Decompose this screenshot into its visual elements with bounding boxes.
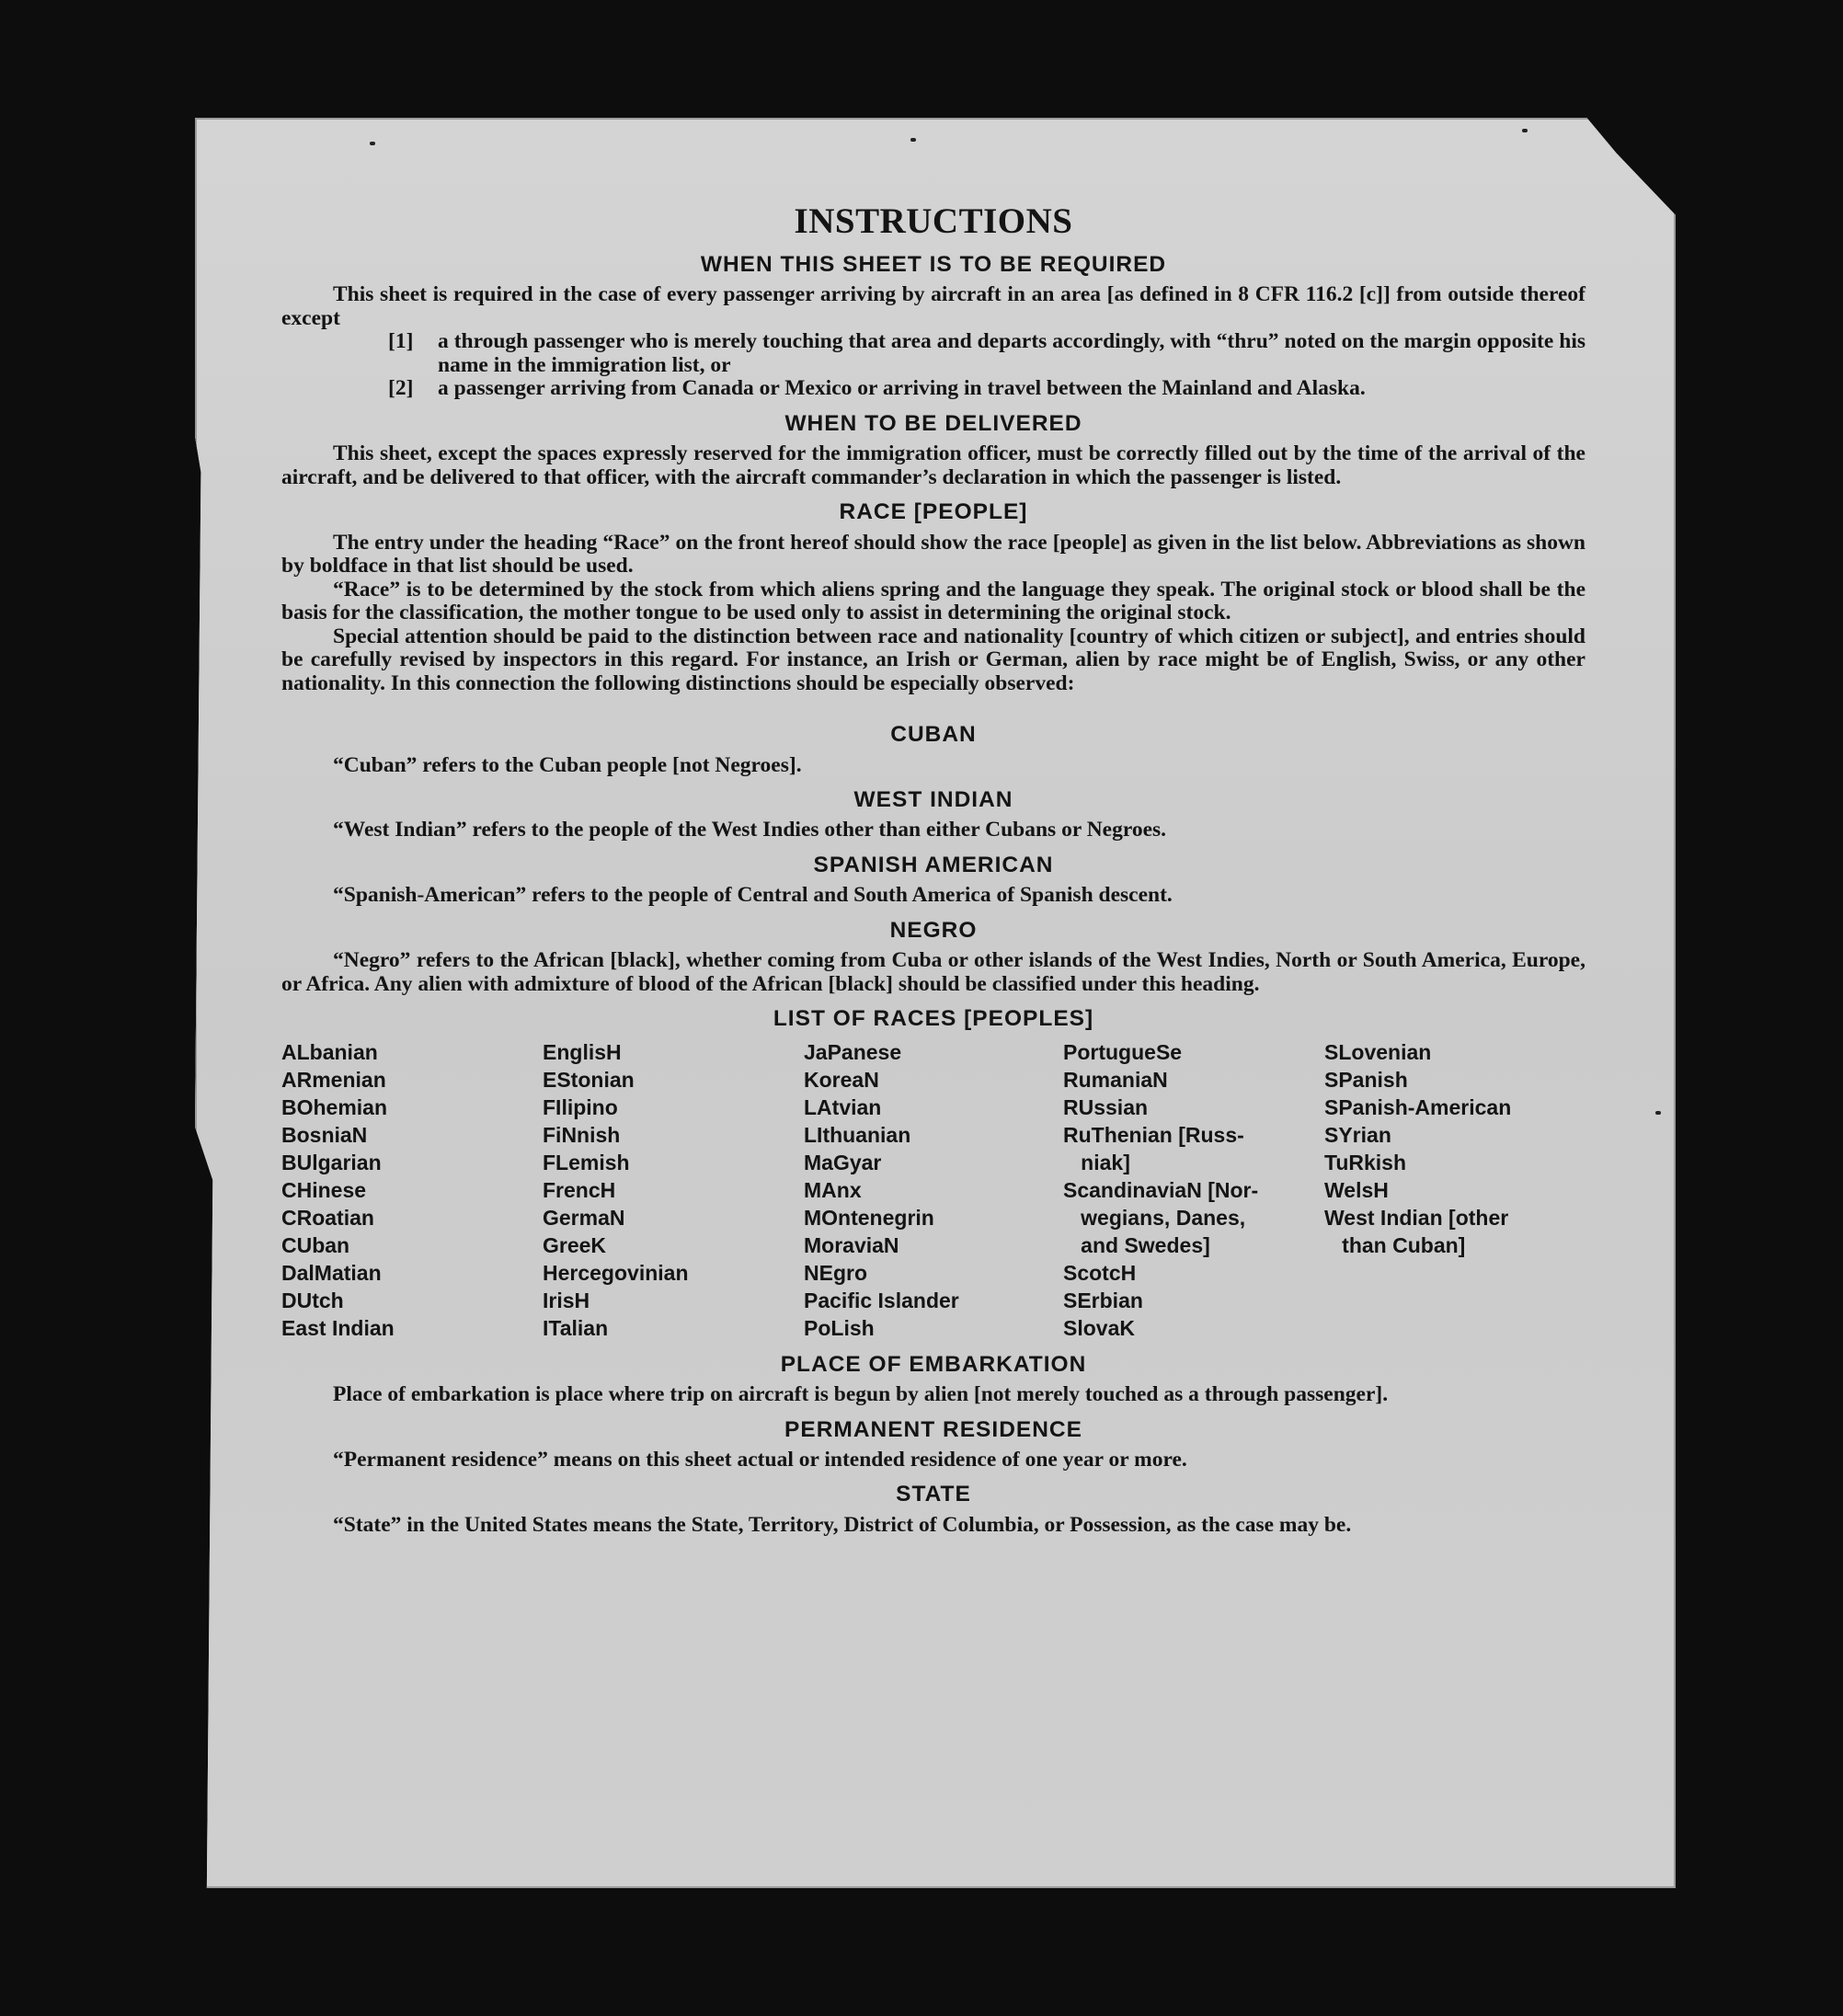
races-column bbox=[1324, 1038, 1585, 1342]
race-entry: BOhemian bbox=[281, 1094, 388, 1119]
race-entry: wegians, Danes, bbox=[1063, 1205, 1246, 1230]
section-heading: PERMANENT RESIDENCE bbox=[784, 1416, 1082, 1442]
race-entry: ALbanian bbox=[281, 1039, 378, 1064]
paragraph: “West Indian” refers to the people of the West Indies other than either Cubans or Negroes. bbox=[333, 818, 1167, 842]
race-entry: NEgro bbox=[804, 1260, 867, 1285]
section-heading: LIST OF RACES [PEOPLES] bbox=[773, 1006, 1094, 1032]
race-entry: than Cuban] bbox=[1324, 1232, 1466, 1257]
instructions-page bbox=[281, 200, 1585, 1537]
race-entry: FIlipino bbox=[543, 1094, 618, 1119]
section-heading: WHEN TO BE DELIVERED bbox=[784, 410, 1082, 436]
race-entry: PoLish bbox=[804, 1315, 875, 1340]
section-heading: WHEN THIS SHEET IS TO BE REQUIRED bbox=[700, 252, 1167, 277]
race-entry: ScotcH bbox=[1063, 1260, 1137, 1285]
paragraph: This sheet is required in the case of every passenger arriving by aircraft in an area [as defined in 8 CFR 116.2 [c]] from outside thereof except bbox=[281, 282, 1585, 330]
races-table bbox=[281, 1038, 1585, 1342]
paragraph: “Race” is to be determined by the stock from which aliens spring and the language they speak. The original stock or blood shall be the basis for the classification, the mother tongue to be used only to assist in determining the original stock. bbox=[281, 577, 1585, 625]
race-entry: LIthuanian bbox=[804, 1122, 911, 1147]
paragraph: “Permanent residence” means on this sheet actual or intended residence of one year or more. bbox=[333, 1447, 1187, 1472]
section-heading: WEST INDIAN bbox=[853, 787, 1013, 813]
race-entry: CUban bbox=[281, 1232, 350, 1257]
race-entry: DalMatian bbox=[281, 1260, 382, 1285]
section-required bbox=[281, 251, 1585, 401]
race-entry: SErbian bbox=[1063, 1288, 1143, 1312]
race-entry: CRoatian bbox=[281, 1205, 374, 1230]
race-entry: niak] bbox=[1063, 1150, 1130, 1174]
section-race bbox=[281, 498, 1585, 695]
race-entry: GreeK bbox=[543, 1232, 607, 1257]
race-entry: RuThenian [Russ- bbox=[1063, 1122, 1244, 1147]
section-heading: SPANISH AMERICAN bbox=[813, 852, 1054, 877]
paragraph: The entry under the heading “Race” on the front hereof should show the race [people] as given in the list below. Abbreviations as shown by boldface in that list should be used. bbox=[281, 530, 1585, 578]
speck bbox=[1655, 1111, 1661, 1115]
paragraph: Place of embarkation is place where trip on aircraft is begun by alien [not merely touched as a through passenger]. bbox=[333, 1382, 1389, 1407]
race-entry: KoreaN bbox=[804, 1067, 879, 1092]
section-races-list bbox=[281, 1005, 1585, 1341]
section-delivered bbox=[281, 410, 1585, 489]
speck bbox=[1522, 129, 1528, 132]
race-entry: ScandinaviaN [Nor- bbox=[1063, 1177, 1259, 1202]
paragraph: “Spanish-American” refers to the people of Central and South America of Spanish descent. bbox=[333, 883, 1173, 908]
item-number: [2] bbox=[388, 376, 414, 401]
race-entry: TuRkish bbox=[1324, 1150, 1407, 1174]
race-entry: SYrian bbox=[1324, 1122, 1391, 1147]
race-entry: FiNnish bbox=[543, 1122, 621, 1147]
race-entry: FrencH bbox=[543, 1177, 616, 1202]
section-negro bbox=[281, 917, 1585, 996]
race-entry: RumaniaN bbox=[1063, 1067, 1168, 1092]
exception-list bbox=[388, 330, 1585, 401]
race-entry: BosniaN bbox=[281, 1122, 368, 1147]
race-entry: LAtvian bbox=[804, 1094, 882, 1119]
item-number: [1] bbox=[388, 329, 414, 354]
section-heading: NEGRO bbox=[889, 917, 978, 943]
race-entry: EStonian bbox=[543, 1067, 635, 1092]
item-text: a through passenger who is merely touching that area and departs accordingly, with “thru” noted on the margin opposite his name in the immigration list, or bbox=[438, 329, 1585, 377]
races-column bbox=[281, 1038, 543, 1342]
race-entry: MoraviaN bbox=[804, 1232, 899, 1257]
race-entry: Pacific Islander bbox=[804, 1288, 959, 1312]
races-column bbox=[1063, 1038, 1324, 1342]
section-heading: STATE bbox=[896, 1482, 971, 1507]
list-item bbox=[388, 330, 1585, 377]
race-entry: IrisH bbox=[543, 1288, 590, 1312]
race-entry: WelsH bbox=[1324, 1177, 1389, 1202]
race-entry: GermaN bbox=[543, 1205, 625, 1230]
speck bbox=[370, 142, 375, 145]
section-state bbox=[281, 1481, 1585, 1537]
race-entry: ITalian bbox=[543, 1315, 609, 1340]
race-entry: BUlgarian bbox=[281, 1150, 382, 1174]
race-entry: MOntenegrin bbox=[804, 1205, 934, 1230]
item-text: a passenger arriving from Canada or Mexico or arriving in travel between the Mainland and Alaska. bbox=[438, 376, 1366, 401]
race-entry: SLovenian bbox=[1324, 1039, 1432, 1064]
section-heading: PLACE OF EMBARKATION bbox=[780, 1351, 1087, 1377]
race-entry: SPanish bbox=[1324, 1067, 1408, 1092]
section-heading: RACE [PEOPLE] bbox=[839, 499, 1028, 525]
section-residence bbox=[281, 1416, 1585, 1472]
race-entry: FLemish bbox=[543, 1150, 630, 1174]
race-entry: EnglisH bbox=[543, 1039, 622, 1064]
race-entry: PortugueSe bbox=[1063, 1039, 1183, 1064]
paragraph: “Negro” refers to the African [black], whether coming from Cuba or other islands of the West Indies, North or South America, Europe, or Africa. Any alien with admixture of blood of the African [black] should be classified under this heading. bbox=[281, 948, 1585, 996]
races-column bbox=[804, 1038, 1063, 1342]
race-entry: RUssian bbox=[1063, 1094, 1149, 1119]
speck bbox=[910, 138, 916, 142]
page-title: INSTRUCTIONS bbox=[794, 201, 1073, 241]
race-entry: and Swedes] bbox=[1063, 1232, 1210, 1257]
section-heading: CUBAN bbox=[890, 722, 977, 748]
section-west-indian bbox=[281, 786, 1585, 842]
section-embarkation bbox=[281, 1351, 1585, 1407]
race-entry: DUtch bbox=[281, 1288, 344, 1312]
list-item bbox=[388, 377, 1585, 401]
paragraph: This sheet, except the spaces expressly reserved for the immigration officer, must be correctly filled out by the time of the arrival of the aircraft, and be delivered to that officer, with the aircraft commander’s declaration in which the passenger is listed. bbox=[281, 441, 1585, 489]
race-entry: MaGyar bbox=[804, 1150, 882, 1174]
race-entry: Hercegovinian bbox=[543, 1260, 689, 1285]
race-entry: ARmenian bbox=[281, 1067, 386, 1092]
race-entry: JaPanese bbox=[804, 1039, 902, 1064]
spacer bbox=[281, 695, 1585, 712]
paragraph: “State” in the United States means the State, Territory, District of Columbia, or Possession, as the case may be. bbox=[333, 1512, 1352, 1537]
race-entry: MAnx bbox=[804, 1177, 862, 1202]
section-cuban bbox=[281, 721, 1585, 777]
race-entry: SPanish-American bbox=[1324, 1094, 1512, 1119]
race-entry: CHinese bbox=[281, 1177, 367, 1202]
races-column bbox=[543, 1038, 804, 1342]
race-entry: SlovaK bbox=[1063, 1315, 1135, 1340]
section-spanish-american bbox=[281, 852, 1585, 908]
race-entry: West Indian [other bbox=[1324, 1205, 1509, 1230]
paragraph: “Cuban” refers to the Cuban people [not Negroes]. bbox=[333, 752, 802, 777]
race-entry: East Indian bbox=[281, 1315, 395, 1340]
paragraph: Special attention should be paid to the distinction between race and nationality [country of which citizen or subject], and entries should be carefully revised by inspectors in this regard. For instance, an Irish or German, alien by race might be of English, Swiss, or any other nationality. In this connection the following distinctions should be especially observed: bbox=[281, 624, 1585, 695]
